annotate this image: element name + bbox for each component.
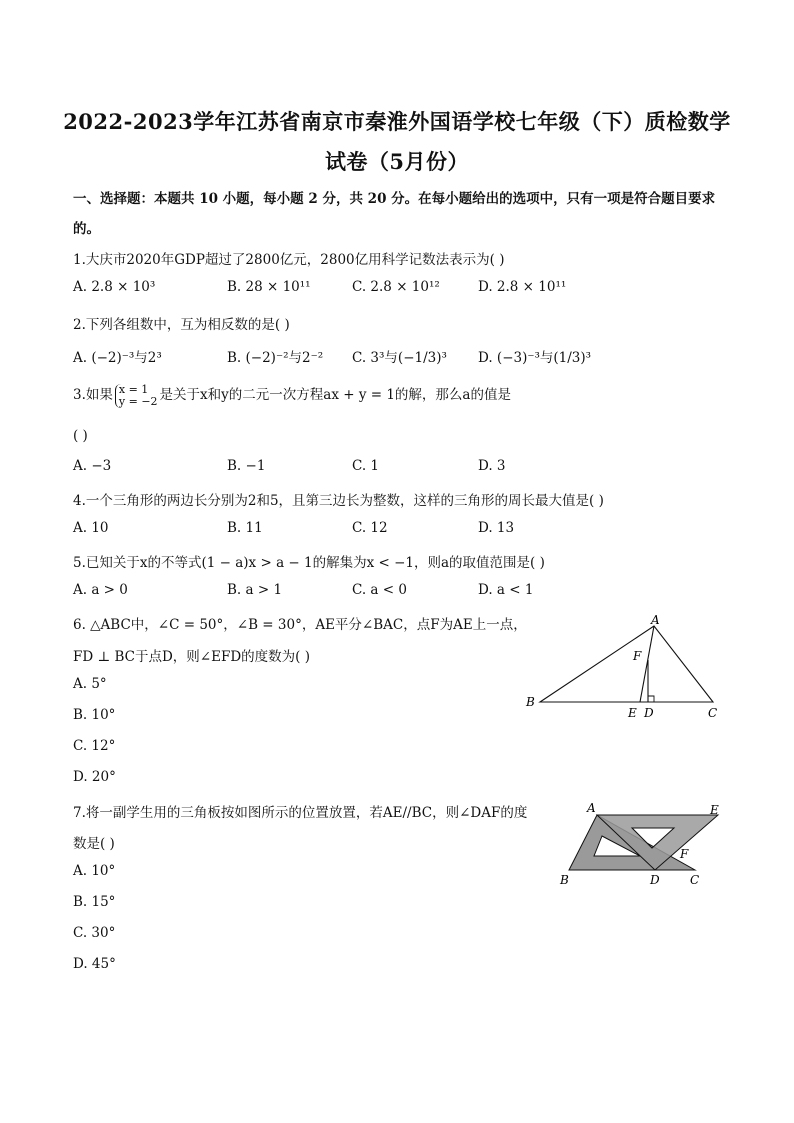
label-a: A [651,613,660,627]
q1-stem: 1.大庆市2020年GDP超过了2800亿元，2800亿用科学记数法表示为( ) [73,252,505,268]
label-e: E [710,803,719,817]
q5-option-b: B. a > 1 [227,582,283,598]
section-heading-cont: 的。 [73,221,100,237]
q3-option-b: B. −1 [227,458,266,474]
q5-option-c: C. a < 0 [352,582,407,598]
q3-sys-bottom: y = −2 [118,394,158,408]
label-d: D [650,873,660,887]
q6-option-d: D. 20° [73,769,116,785]
q4-stem: 4.一个三角形的两边长分别为2和5，且第三边长为整数，这样的三角形的周长最大值是( ) [73,493,604,509]
label-f: F [680,847,689,861]
q3-option-c: C. 1 [352,458,380,474]
q3-sys-top: x = 1 [118,382,149,396]
q2-stem: 2.下列各组数中，互为相反数的是( ) [73,317,290,333]
q2-option-d: D. (−3)⁻³与(1/3)³ [478,350,592,366]
q4-option-c: C. 12 [352,520,388,536]
q4-option-a: A. 10 [73,520,109,536]
q3-paren: ( ) [73,428,88,444]
q1-option-b: B. 28 × 10¹¹ [227,279,311,295]
q4-option-d: D. 13 [478,520,515,536]
q3-stem-post: 是关于x和y的二元一次方程ax + y = 1的解，那么a的值是 [159,387,511,403]
label-b: B [526,695,535,709]
section-heading: 一、选择题：本题共 10 小题，每小题 2 分，共 20 分。在每小题给出的选项中，只有一项是符合题目要求 [73,191,716,207]
q6-option-b: B. 10° [73,707,116,723]
q7-set-square-figure [552,798,732,890]
label-b: B [560,873,569,887]
q1-option-a: A. 2.8 × 10³ [73,279,156,295]
q6-stem: 6. △ABC中，∠C = 50°，∠B = 30°，AE平分∠BAC，点F为AE上一点， [73,617,527,633]
label-c: C [690,873,700,887]
segment-ae [640,626,654,702]
q5-option-a: A. a > 0 [73,582,128,598]
label-e: E [628,706,637,720]
right-angle-mark [648,696,654,702]
q7-option-a: A. 10° [73,863,116,879]
q7-stem: 7.将一副学生用的三角板按如图所示的位置放置，若AE//BC，则∠DAF的度 [73,805,528,821]
label-a: A [587,801,596,815]
q5-stem: 5.已知关于x的不等式(1 − a)x > a − 1的解集为x < −1，则a的取值范围是( ) [73,555,545,571]
label-d: D [644,706,654,720]
q6-option-c: C. 12° [73,738,116,754]
q2-option-a: A. (−2)⁻³与2³ [73,350,162,366]
q4-option-b: B. 11 [227,520,263,536]
q3-stem-pre: 3.如果 [73,387,113,403]
q6-triangle-figure [520,612,730,724]
q3-stem [73,383,511,408]
label-f: F [633,649,642,663]
page-title-line2: 试卷（5月份） [324,149,470,174]
q7-option-d: D. 45° [73,956,116,972]
q2-option-c: C. 3³与(−1/3)³ [352,350,447,366]
page-title-line1: 2022-2023学年江苏省南京市秦淮外国语学校七年级（下）质检数学 [63,109,731,134]
q3-equation-system [115,384,158,408]
q3-option-d: D. 3 [478,458,506,474]
q1-option-d: D. 2.8 × 10¹¹ [478,279,567,295]
q3-option-a: A. −3 [73,458,112,474]
q7-option-c: C. 30° [73,925,116,941]
q6-stem-cont: FD ⊥ BC于点D，则∠EFD的度数为( ) [73,649,310,665]
triangle-abc [540,626,713,702]
q6-option-a: A. 5° [73,676,107,692]
q5-option-d: D. a < 1 [478,582,534,598]
q1-option-c: C. 2.8 × 10¹² [352,279,440,295]
label-c: C [708,706,718,720]
q7-option-b: B. 15° [73,894,116,910]
q7-stem-cont: 数是( ) [73,836,115,852]
q2-option-b: B. (−2)⁻²与2⁻² [227,350,324,366]
